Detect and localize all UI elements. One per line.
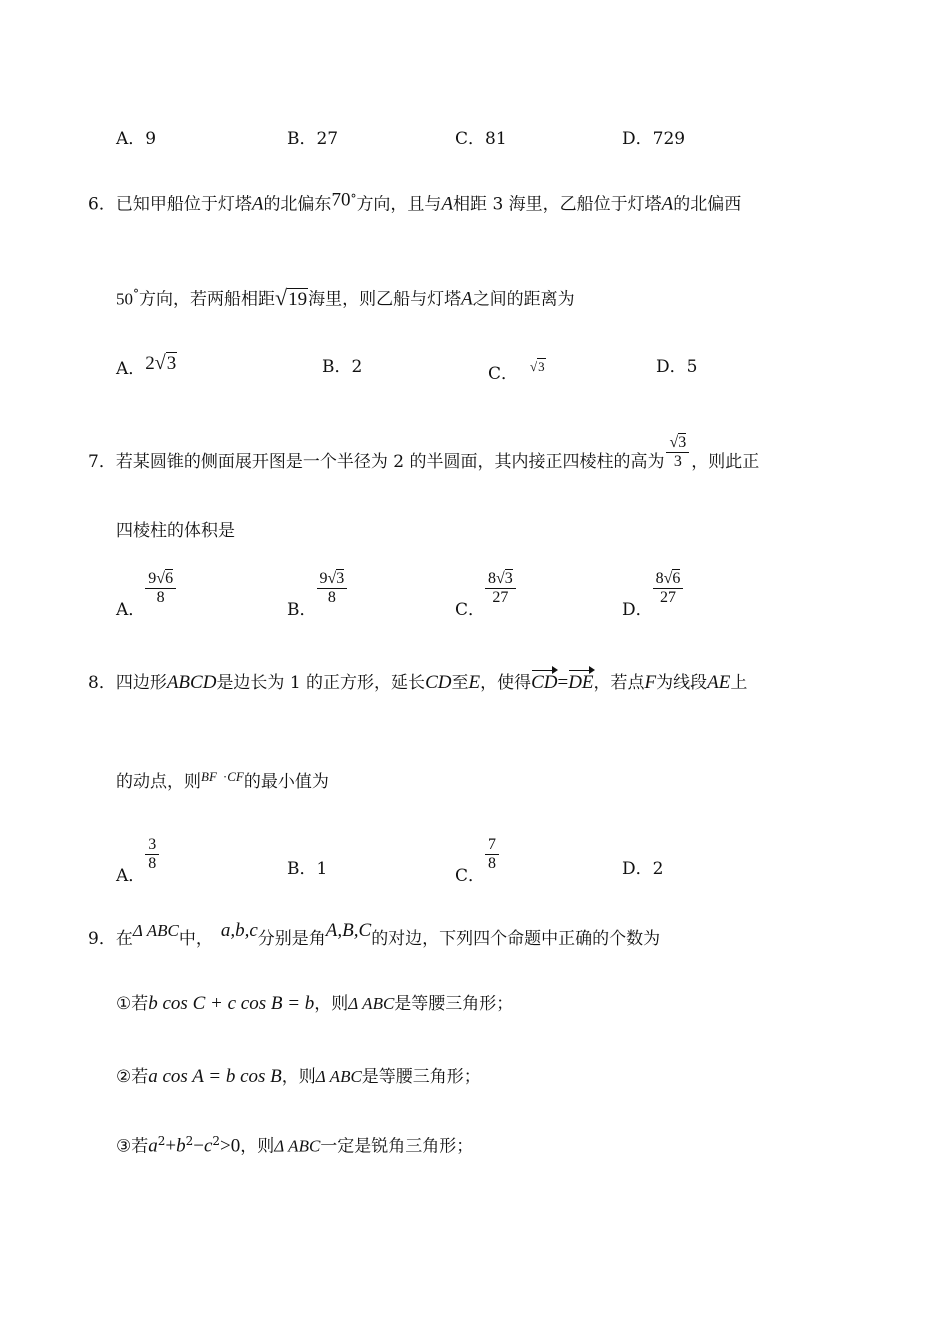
q8-option-d: D．2 [622, 859, 664, 879]
q7-line-1: 7．若某圆锥的侧面展开图是一个半径为 2 的半圆面，其内接正四棱柱的高为 $\frac{√3}{3}$ ，则此正 [88, 434, 760, 472]
q6-line-1: 6．已知甲船位于灯塔A的北偏东70°方向，且与A相距 3 海里，乙船位于灯塔A的北偏西 [88, 189, 742, 215]
q6-line-2: 50°方向，若两船相距√19海里，则乙船与灯塔A之间的距离为 [116, 284, 575, 310]
q7-line-2: 四棱柱的体积是 [116, 521, 235, 541]
q6-option-b: B．2 [322, 357, 363, 377]
height-fraction: $\frac{√3}{3}$ [666, 434, 689, 471]
q7-option-a: A． $\frac{9√6}{8}$ [116, 570, 176, 607]
q6-option-d: D．5 [656, 357, 698, 377]
q9-line-1: 9．在Δ ABC中， a,b,c分别是角A,B,C的对边，下列四个命题中正确的个数为 [88, 920, 661, 949]
q9-statement-1: ①若b cos C + c cos B = b，则Δ ABC是等腰三角形； [116, 993, 514, 1014]
q5-option-c: C．81 [455, 129, 507, 149]
q9-statement-2: ②若a cos A = b cos B，则Δ ABC是等腰三角形； [116, 1066, 481, 1087]
question-number: 8． [88, 673, 116, 693]
q6-option-c: C． √3 [488, 359, 545, 384]
q8-option-a: A． $\frac{3}{8}$ [116, 836, 159, 873]
q5-option-b: B．27 [287, 129, 339, 149]
q9-statement-3: ③若$a^2+b^2-c^2>0$，则Δ ABC一定是锐角三角形； [116, 1134, 474, 1157]
question-number: 7． [88, 452, 116, 472]
q7-option-b: B． $\frac{9√3}{8}$ [287, 570, 347, 607]
q5-option-a: A．9 [116, 129, 157, 149]
sqrt-19: √19 [275, 284, 308, 310]
q8-option-b: B．1 [287, 859, 328, 879]
q8-line-2: 的动点，则$^{BF}$ $^{\cdot CF}$的最小值为 [116, 769, 329, 792]
question-number: 6． [88, 194, 116, 215]
vector-cd: CD [531, 672, 558, 693]
q5-option-d: D．729 [622, 129, 686, 149]
q6-option-a: A．2√3 [116, 352, 177, 379]
q8-line-1: 8．四边形ABCD是边长为 1 的正方形，延长CD至E，使得CD=DE，若点F为线段AE上 [88, 672, 748, 693]
question-number: 9． [88, 929, 116, 949]
q7-option-c: C． $\frac{8√3}{27}$ [455, 570, 516, 607]
q7-option-d: D． $\frac{8√6}{27}$ [622, 570, 683, 607]
vector-de: DE [568, 672, 594, 693]
q8-option-c: C． $\frac{7}{8}$ [455, 836, 499, 873]
